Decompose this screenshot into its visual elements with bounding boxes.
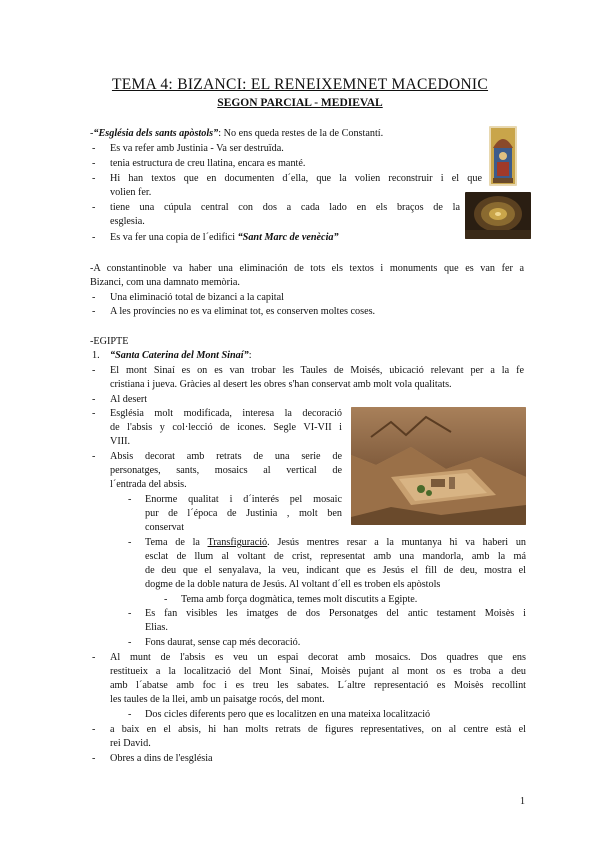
sub-list-item-continued: pur de l´época de Justinia , molt ben [145, 508, 342, 519]
bullet-dash: - [92, 753, 96, 764]
bullet-dash: - [92, 306, 96, 317]
bullet-dash: - [92, 724, 96, 735]
bullet-dash: - [92, 232, 96, 243]
sub-bullet-dash: - [128, 709, 132, 720]
sub-bullet-dash: - [128, 494, 132, 505]
paragraph: -A constantinoble va haber una eliminación de tots els textos i monuments que es van fer a [90, 263, 524, 274]
list-item: Hi han textos que en documenten d´ella, que la volien reconstruir i el que [110, 173, 482, 184]
bullet-dash: - [92, 143, 96, 154]
bullet-dash: - [92, 394, 96, 405]
list-item-continued: restitueix a la localització del Mont Sinaí, Moisès pujant al mont os es troba a deu [110, 666, 526, 677]
list-item: Obres a dins de l'església [110, 753, 213, 764]
paragraph-continued: Bizanci, com una damnato memòria. [90, 277, 240, 288]
numbered-marker: 1. [92, 350, 100, 361]
sub-list-item-continued: esclat de llum al voltant de crist, representat amb una mandorla, amb la má [145, 551, 526, 562]
list-item-continued: VIII. [110, 436, 131, 447]
numbered-heading: “Santa Caterina del Mont Sinaí”: [110, 350, 252, 361]
bullet-dash: - [92, 451, 96, 462]
bullet-dash: - [92, 158, 96, 169]
sub-list-item-continued: conservat [145, 522, 185, 533]
list-item: Al desert [110, 394, 148, 405]
dome-interior-image [465, 192, 531, 239]
sub-list-item: Fons daurat, sense cap més decoració. [145, 637, 301, 648]
list-item: Al munt de l'absis es veu un espai decorat amb mosaics. Dos quadres que ens [110, 652, 526, 663]
list-item: Una eliminació total de bizanci a la capital [110, 292, 284, 303]
sub-list-item-continued: dogme de la doble natura de Jesús. Al voltant d´ell es troben els apòstols [145, 579, 441, 590]
list-item: tenia estructura de creu llatina, encara es manté. [110, 158, 306, 169]
list-item: Es va fer una copia de l´edifici “Sant Marc de venècia” [110, 232, 339, 243]
sub-bullet-dash: - [128, 537, 132, 548]
list-item-continued: volien fer. [110, 187, 152, 198]
list-item-continued: de l'absis y col·lecció de icones. Segle VI-VII i [110, 422, 342, 433]
sub-list-item: Enorme qualitat i d´interés pel mosaic [145, 494, 342, 505]
list-item-continued: esglesia. [110, 216, 145, 227]
bullet-dash: - [92, 173, 96, 184]
bullet-dash: - [92, 292, 96, 303]
bullet-dash: - [92, 202, 96, 213]
section-heading-apostles: -“Església dels sants apòstols”: No ens queda restes de la de Constantí. [90, 128, 384, 139]
bullet-dash: - [92, 365, 96, 376]
list-item-continued: cristiana i jueva. Gràcies al desert les obres s'han conservat amb molt vola qualitats. [110, 379, 452, 390]
list-item: El mont Sinaí es on es van trobar les Taules de Moisés, ubicació relevant per a la fe [110, 365, 524, 376]
list-item: Absis decorat amb retrats de una serie de [110, 451, 342, 462]
list-item: tiene una cúpula central con dos a cada lado en els braços de la [110, 202, 460, 213]
subsub-bullet-dash: - [164, 594, 168, 605]
list-item: a baix en el absis, hi han molts retrats de figures representatives, on al centre està el [110, 724, 526, 735]
list-item-continued: personatges, sants, mosaics al vertical de [110, 465, 342, 476]
list-item-continued: les taules de la llei, amb un paisatge rocós, del mont. [110, 694, 325, 705]
page-subtitle: SEGON PARCIAL - MEDIEVAL [217, 97, 383, 109]
sub-list-item: Dos cicles diferents pero que es localitzen en una mateixa localització [145, 709, 431, 720]
sub-bullet-dash: - [128, 637, 132, 648]
list-item: A les províncies no es va eliminat tot, es conserven moltes coses. [110, 306, 376, 317]
bullet-dash: - [92, 408, 96, 419]
bullet-dash: - [92, 652, 96, 663]
subsub-list-item: Tema amb força dogmàtica, temes molt discutits a Egipte. [181, 594, 418, 605]
sub-bullet-dash: - [128, 608, 132, 619]
list-item: Es va refer amb Justinia - Va ser destruïda. [110, 143, 284, 154]
list-item: Església molt modificada, interesa la decoració [110, 408, 342, 419]
list-item-continued: amb l´abatse amb foc i es treu les sabates. L´altre representació es Moisès recollint [110, 680, 526, 691]
sub-list-item-continued: Elias. [145, 622, 168, 633]
list-item-continued: rei David. [110, 738, 151, 749]
icon-painting-image [489, 126, 517, 186]
sub-list-item: Es fan visibles les imatges de dos Personatges del antic testament Moisès i [145, 608, 526, 619]
list-item-continued: l´entrada del absis. [110, 479, 187, 490]
sub-list-item: Tema de la Transfiguració. Jesús mentres resar a la muntanya hi va haberi un [145, 537, 527, 548]
page-number: 1 [520, 796, 525, 807]
monastery-photo [351, 407, 526, 525]
page-title: TEMA 4: BIZANCI: EL RENEIXEMNET MACEDONIC [111, 76, 489, 93]
section-heading-egypt: -EGIPTE [90, 336, 129, 347]
sub-list-item-continued: de deu que el senyalava, la veu, indicant que es Jesús el fill de deu, mostra el [145, 565, 526, 576]
